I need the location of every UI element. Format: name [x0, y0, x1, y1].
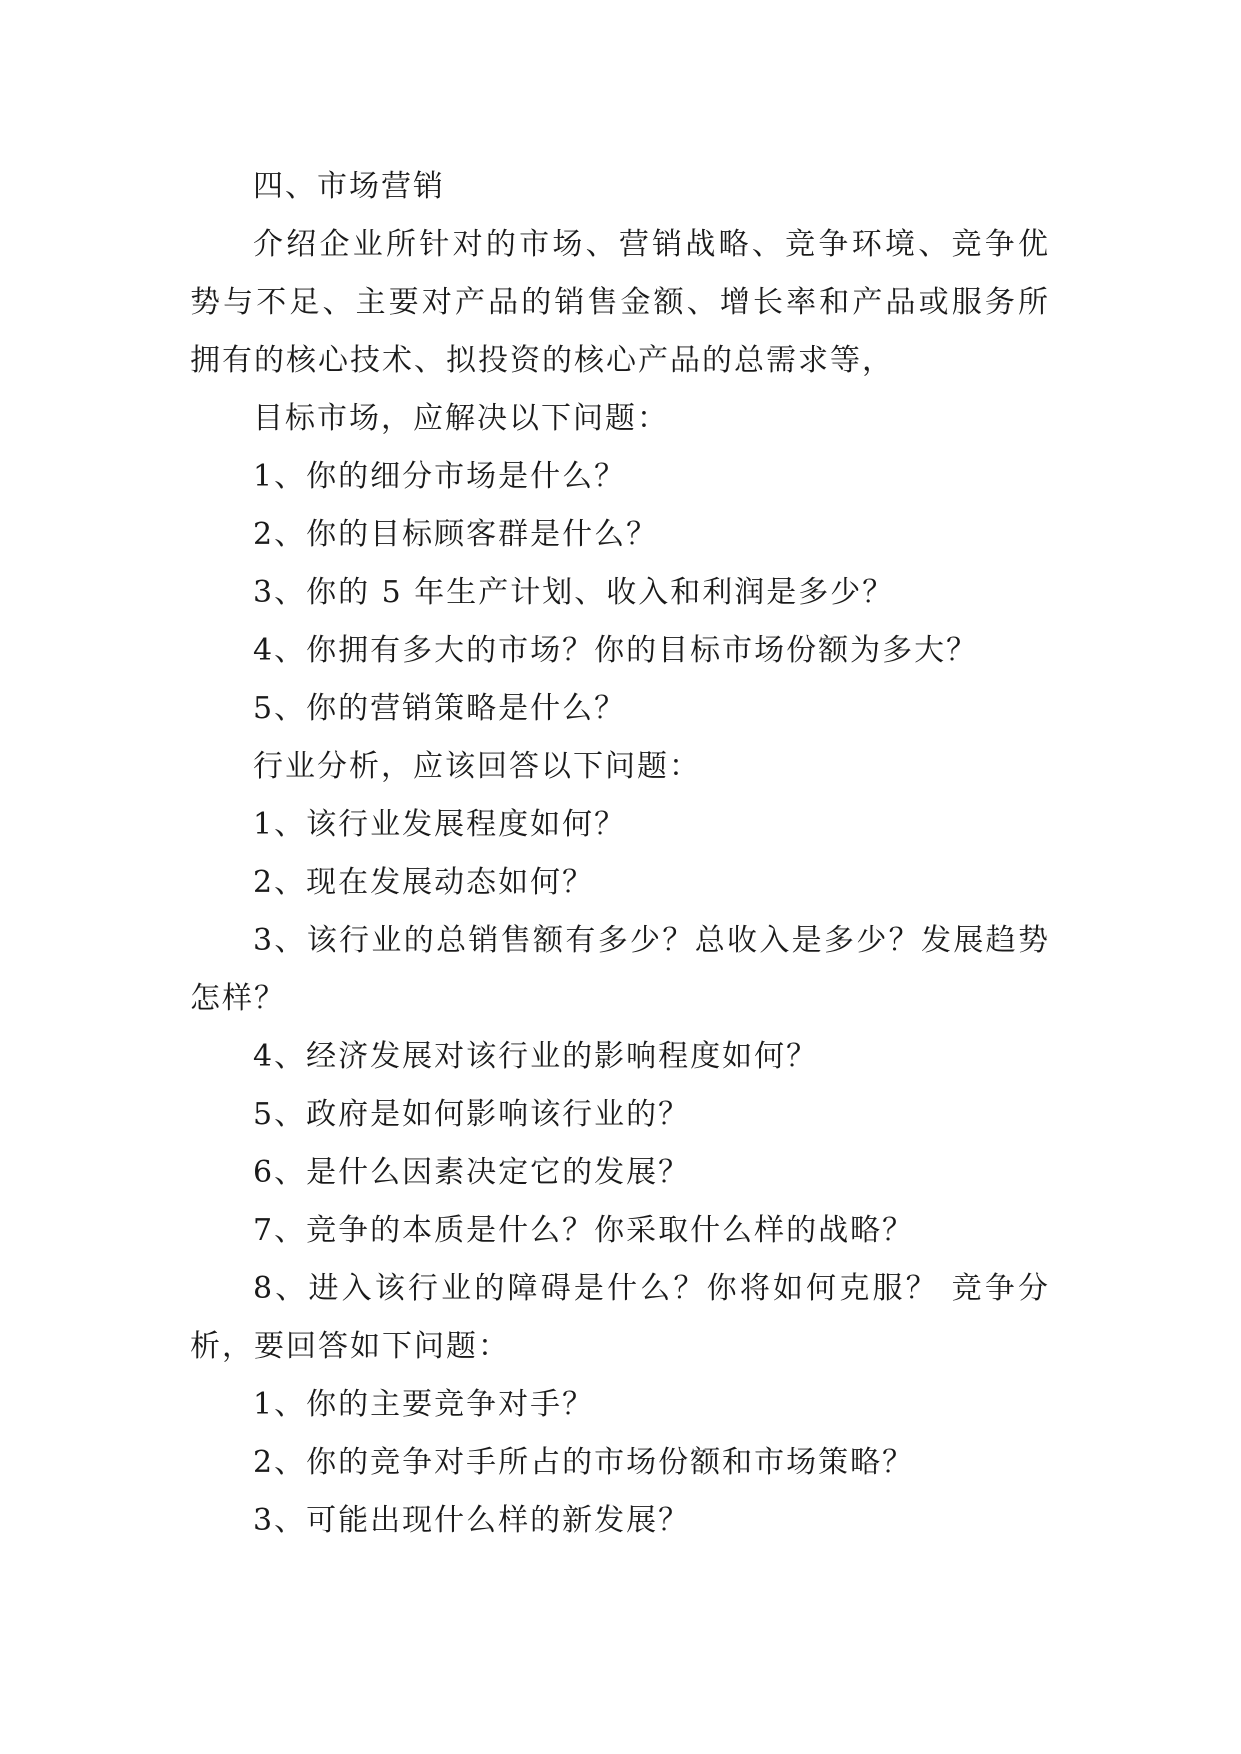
section-heading: 四、市场营销 — [253, 169, 445, 204]
competition-question-2: 2、你的竞争对手所占的市场份额和市场策略？ — [253, 1445, 915, 1480]
competition-question-1: 1、你的主要竞争对手？ — [253, 1387, 595, 1422]
industry-question-5: 5、政府是如何影响该行业的？ — [253, 1097, 691, 1132]
document-body — [190, 158, 1050, 1550]
target-market-question-1: 1、你的细分市场是什么？ — [253, 459, 627, 494]
intro-paragraph: 介绍企业所针对的市场、营销战略、竞争环境、竞争优势与不足、主要对产品的销售金额、增长率和产品或服务所拥有的核心技术、拟投资的核心产品的总需求等， — [190, 227, 1050, 378]
industry-analysis-heading: 行业分析，应该回答以下问题： — [253, 749, 701, 784]
industry-question-3: 3、该行业的总销售额有多少？总收入是多少？发展趋势怎样？ — [190, 923, 1050, 1016]
industry-question-1: 1、该行业发展程度如何？ — [253, 807, 627, 842]
industry-question-2: 2、现在发展动态如何？ — [253, 865, 595, 900]
target-market-heading: 目标市场，应解决以下问题： — [253, 401, 669, 436]
industry-question-8: 8、进入该行业的障碍是什么？你将如何克服？ 竞争分析，要回答如下问题： — [190, 1271, 1050, 1364]
competition-question-3: 3、可能出现什么样的新发展？ — [253, 1503, 691, 1538]
target-market-question-2: 2、你的目标顾客群是什么？ — [253, 517, 659, 552]
target-market-question-4: 4、你拥有多大的市场？你的目标市场份额为多大？ — [253, 633, 979, 668]
industry-question-7: 7、竞争的本质是什么？你采取什么样的战略？ — [253, 1213, 915, 1248]
target-market-question-5: 5、你的营销策略是什么？ — [253, 691, 627, 726]
target-market-question-3: 3、你的 5 年生产计划、收入和利润是多少？ — [253, 575, 895, 610]
industry-question-4: 4、经济发展对该行业的影响程度如何？ — [253, 1039, 819, 1074]
industry-question-6: 6、是什么因素决定它的发展？ — [253, 1155, 691, 1190]
